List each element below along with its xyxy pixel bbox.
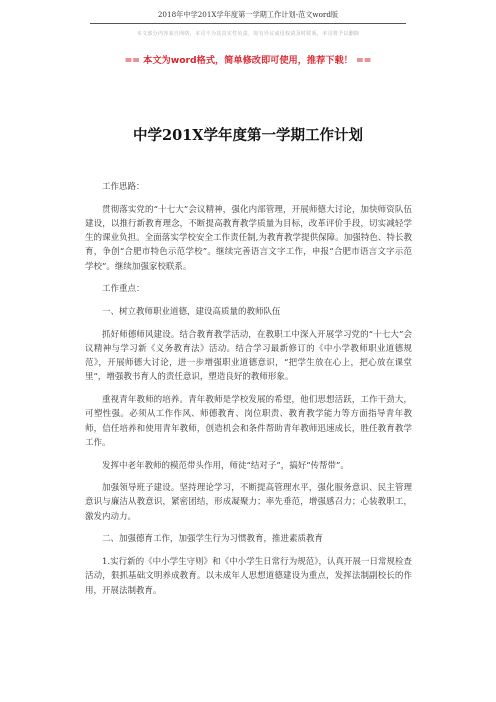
header-divider bbox=[90, 23, 406, 24]
section-heading-2: 二、加强德育工作，加强学生行为习惯教育，推进素质教育 bbox=[102, 534, 324, 545]
paragraph-young-teachers: 重视青年教师的培养。青年教师是学校发展的希望，他们思想活跃，工作干劲大，可塑性强。必须从工作作风、师德教育、岗位职责、教育教学能力等方面指导青年教师，信任培养和使用青年教师，创造机会和条件帮助青年教师迅速成长，胜任教育教学工作。 bbox=[85, 395, 412, 448]
paragraph-senior-teachers: 发挥中老年教师的模范带头作用，师徒“结对子”，搞好“传帮带”。 bbox=[102, 460, 349, 471]
paragraph-work-approach-heading: 工作思路： bbox=[102, 182, 145, 192]
disclaimer-text: 本文部分内容来自网络，本司不为其真实性负责，如有异议或侵权请及时联系，本司将予以删除 bbox=[136, 31, 360, 37]
paragraph-work-approach: 贯彻落实党的“十七大”会议精神，强化内部管理，开展师德大讨论，加快师资队伍建设，以推行新教育理念，不断提高教育教学质量为目标，改革评价手段，切实减轻学生的课业负担。全面落实学校安全工作责任制,为教育教学提供保障。加强特色、特长教育，争创“合肥市特色示范学校”。继续完善语言文字工作，申报“合肥市语言文字示范学校”。继续加强家校联系。 bbox=[85, 204, 412, 272]
document-body bbox=[85, 180, 412, 606]
format-banner: == 本文为word格式，简单修改即可使用，推荐下载！ == bbox=[124, 55, 372, 66]
paragraph-leadership: 加强领导班子建设。坚持理论学习，不断提高管理水平，强化服务意识、民主管理意识与廉洁从教意识，紧密团结，形成凝聚力；率先垂范，增强感召力；心装教职工，激发内动力。 bbox=[85, 483, 412, 522]
paragraph-key-points-heading: 工作重点： bbox=[102, 284, 145, 295]
page-header: 2018年中学201X学年度第一学期工作计划-范文word版 bbox=[157, 10, 339, 19]
document-title: 中学201X学年度第一学期工作计划 bbox=[132, 127, 364, 144]
paragraph-ethics: 抓好师德师风建设。结合教育教学活动，在教职工中深入开展学习党的“十七大”会议精神与学习新《义务教育法》活动。结合学习最新修订的《中小学教师职业道德规范》，开展师德大讨论，进一步增强职业道德意识，“把学生放在心上，把心放在课堂里”，增强教书育人的责任意识，塑造良好的教师形象。 bbox=[85, 329, 412, 383]
section-heading-1: 一、树立教师职业道德，建设高质量的教师队伍 bbox=[102, 306, 281, 317]
paragraph-student-code: 1.实行新的《中小学生守则》和《中小学生日常行为规范》，认真开展一日常规检查活动，狠抓基础文明养成教育。以未成年人思想道德建设为重点，发挥法制副校长的作用，开展法制教育。 bbox=[85, 556, 412, 596]
